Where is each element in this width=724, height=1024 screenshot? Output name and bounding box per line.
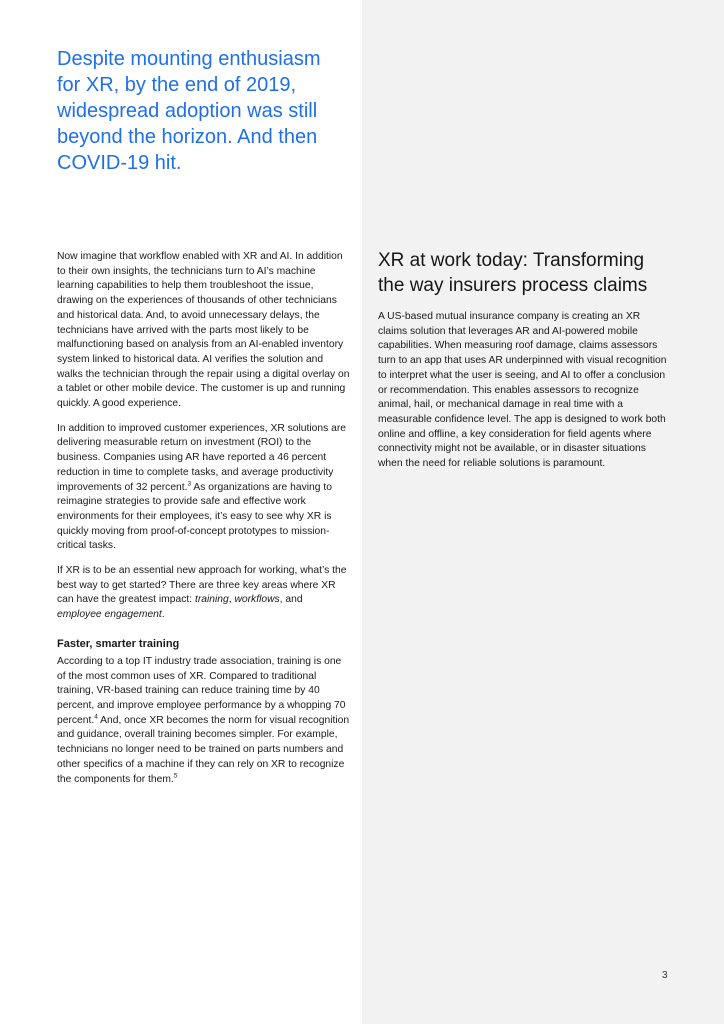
paragraph: A US-based mutual insurance company is creating an XR claims solution that leverages AR and AI-powered mobile capabilities. When measuring roof damage, claims assessors turn to an app that uses AR underpinned with visual recognition to interpret what the user is seeing, and AI to offer a conclusion or recommendation. This enables assessors to recognize animal, hail, or mechanical damage in real time with a measurable confidence level. The app is designed to work both online and offline, a key consideration for field agents where connectivity might not be available, or in disaster situations when the need for reliable solutions is paramount. — [378, 311, 667, 470]
sidebar-column — [378, 248, 670, 472]
sidebar-heading: XR at work today: Transforming the way insurers process claims — [378, 250, 648, 296]
paragraph: If XR is to be an essential new approach for working, what’s the best way to get started? There are three key areas where XR can have the greatest impact: training, workflows, and employee engagement. — [57, 565, 347, 621]
footnote-ref: 5 — [173, 772, 178, 780]
page-number: 3 — [662, 970, 668, 981]
main-column — [57, 250, 350, 797]
paragraph: Now imagine that workflow enabled with XR and AI. In addition to their own insights, the technicians turn to AI’s machine learning capabilities to help them troubleshoot the issue, drawing on the experiences of thousands of other technicians and historical data. And, to avoid unnecessary delays, the technicians have arrived with the parts most likely to be malfunctioning based on analysis from an AI-enabled inventory system linked to historical data. AI verifies the solution and walks the technician through the repair using a digital overlay on a tablet or other mobile device. The customer is up and running quickly. A good experience. — [57, 251, 350, 410]
footnote-ref: 3 — [187, 480, 192, 488]
paragraph: In addition to improved customer experiences, XR solutions are delivering measurable return on investment (ROI) to the business. Companies using AR have reported a 46 percent reduction in time to complete tasks, and average productivity improvements of 32 percent.$^3$ As organizations are having to reimagine strategies to provide safe and effective work environments for their employees, it’s easy to see why XR is quickly moving from proof-of-concept prototypes to mission-critical tasks. — [57, 422, 347, 552]
pull-quote: Despite mounting enthusiasm for XR, by the end of 2019, widespread adoption was still beyond the horizon. And then COVID-19 hit. — [57, 48, 321, 174]
sidebar-panel — [362, 0, 724, 1024]
paragraph: According to a top IT industry trade association, training is one of the most common uses of XR. Compared to traditional training, VR-based training can reduce training time by 40 percent, and improve employee performance by a whopping 70 percent.$^4$ And, once XR becomes the norm for visual recognition and guidance, overall training becomes simpler. For example, technicians no longer need to be trained on parts numbers and other specifics of a machine if they can rely on XR to recognize the components for them.$^5$ — [57, 655, 350, 785]
footnote-ref: 4 — [94, 713, 98, 721]
section-heading: Faster, smarter training — [57, 637, 180, 650]
